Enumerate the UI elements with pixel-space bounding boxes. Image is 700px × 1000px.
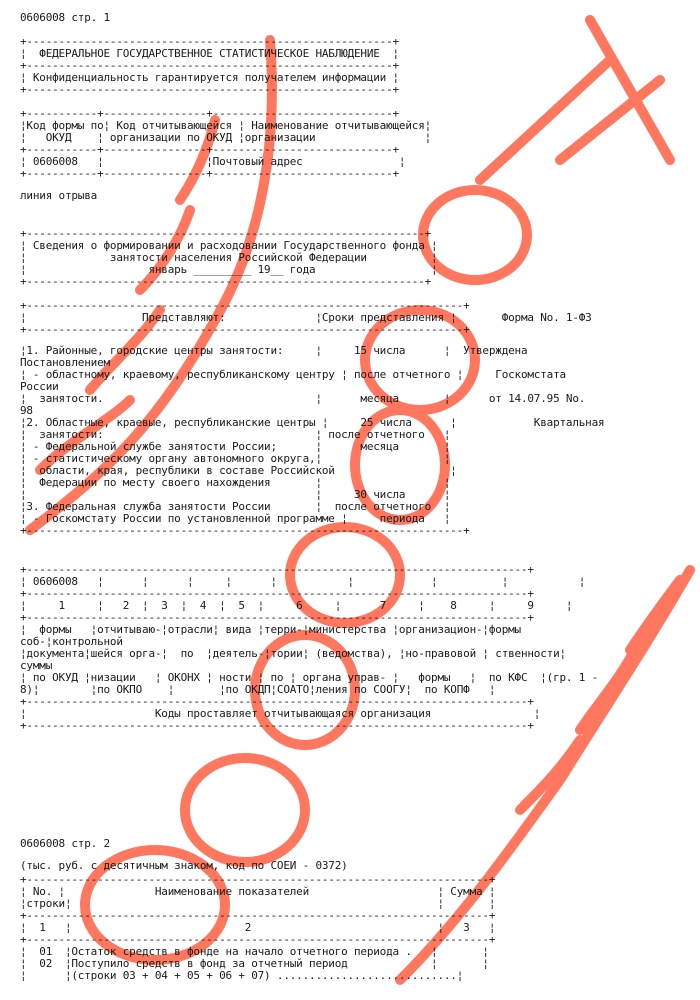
submit-row-line: ¦ занятости. ¦ месяца ¦ от 14.07.95 No. [20, 392, 586, 405]
submit-header-line: +--------------------------------------------------------------------+ [20, 299, 470, 312]
submit-row-line: ¦1. Районные, городские центры занятости: ¦ 15 числа ¦ Утверждена [20, 344, 528, 357]
code-table-line: 8)¦ ¦по ОКПО ¦ ¦по ОКДП¦СОАТО¦ления по СООГУ¦ по КОПФ ¦ [20, 683, 496, 696]
code-table-line: ¦ формы ¦отчитываю-¦отрасли¦ вида ¦терри-¦министерства ¦организацион-¦формы [20, 623, 521, 636]
submit-row-line: ¦ ¦ 30 числа ¦ [20, 488, 451, 501]
code-table-line: +------------------------------------------------------------------------------+ [20, 695, 534, 708]
code-table-line: суммы [20, 659, 53, 672]
code-table-line: ¦ 1 ¦ 2 ¦ 3 ¦ 4 ¦ 5 ¦ 6 ¦ 7 ¦ 8 ¦ 9 ¦ [20, 599, 573, 612]
codes-header-line: ¦ 0606008 ¦ ¦Почтовый адрес ¦ [20, 155, 406, 168]
confidential-box-line: +---------------------------------------------------------+ [20, 59, 399, 72]
title-box-line: +--------------------------------------------------------------+ [20, 227, 432, 240]
page2-table-line: ¦ 1 ¦ 2 ¦ 3 ¦ [20, 921, 496, 934]
submit-row-line: ¦ - Федеральной службе занятости России; ¦ месяца ¦ [20, 440, 451, 453]
submit-row-line: Постановлением [20, 356, 110, 369]
code-table-line: ¦ Коды проставляет отчитывающаяся организация ¦ [20, 707, 541, 720]
code-table-line: ¦ по ОКУД ¦низации ¦ ОКОНХ ¦ ности ¦ по ¦ органа управ- ¦ формы ¦ по КФС ¦(гр. 1 - [20, 671, 599, 684]
codes-header-line: +-----------+----------------+----------------------------+ [20, 143, 399, 156]
submit-header-line: +--------------------------------------------------------------------+ [20, 323, 470, 336]
code-table-line: ¦документа¦шейся орга-¦ по ¦деятель-¦тории¦ (ведомства), ¦но-правовой ¦ ственности¦ [20, 647, 566, 660]
page2-header: 0606008 стр. 2 [20, 837, 110, 850]
code-table-line: ¦ 0606008 ¦ ¦ ¦ ¦ ¦ ¦ ¦ ¦ ¦ [20, 575, 586, 588]
confidential-box-line: +---------------------------------------------------------+ [20, 35, 399, 48]
code-table-line: +------------------------------------------------------------------------------+ [20, 563, 534, 576]
page-header: 0606008 стр. 1 [20, 11, 110, 24]
page2-table-line: +------------------------------------------------------------------------+ [20, 909, 496, 922]
title-box-line: ¦ январь _________ 19__ года ¦ [20, 263, 438, 276]
codes-header-line: ¦Код формы по¦ Код отчитывающейся ¦ Наименование отчитывающейся¦ [20, 119, 432, 132]
submit-row-line: ¦ - Госкомстату России по установленной программе ¦ периода ¦ [20, 512, 451, 525]
page2-table-line: ¦ No. ¦ Наименование показателей ¦ Сумма ¦ [20, 885, 496, 898]
title-box-line: ¦ занятости населения Российской Федерации ¦ [20, 251, 438, 264]
page2-table-line: ¦ 01 ¦Остаток средств в фонде на начало отчетного периода . ¦ ¦ [20, 945, 489, 958]
confidential-box-line: ¦ ФЕДЕРАЛЬНОЕ ГОСУДАРСТВЕННОЕ СТАТИСТИЧЕСКОЕ НАБЛЮДЕНИЕ ¦ [20, 47, 399, 60]
submit-header-line: ¦ Представляют: ¦Сроки представления ¦ Форма No. 1-ФЗ [20, 311, 592, 324]
submit-row-line: ¦ Федерации по месту своего нахождения ¦ ¦ [20, 476, 451, 489]
page2-units: (тыс. руб. с десятичным знаком, код по СОЕИ - 0372) [20, 859, 348, 872]
codes-header-line: +-----------+----------------+----------------------------+ [20, 167, 399, 180]
code-table-line: +------------------------------------------------------------------------------+ [20, 611, 534, 624]
page2-table-line: +------------------------------------------------------------------------+ [20, 933, 496, 946]
page2-table-line: +------------------------------------------------------------------------+ [20, 873, 496, 886]
code-table-line: +------------------------------------------------------------------------------+ [20, 719, 534, 732]
page2-table-line: ¦ 02 ¦Поступило средств в фонд за отчетный период ¦ ¦ [20, 957, 489, 970]
submit-row-line: России [20, 380, 59, 393]
submit-row-line: ¦ - областному, краевому, республиканскому центру ¦ после отчетного ¦ Госкомстата [20, 368, 566, 381]
submit-row-line: ¦2. Областные, краевые, республиканские центры ¦ 25 числа ¦ Квартальная [20, 416, 605, 429]
submit-row-line: ¦3. Федеральная служба занятости России ¦ после отчетного ¦ [20, 500, 451, 513]
title-box-line: ¦ Сведения о формировании и расходовании Государственного фонда ¦ [20, 239, 438, 252]
submit-row-line: ¦ области, края, республики в составе Российской ¦ [20, 464, 457, 477]
submit-row-line: ¦ занятости: ¦ после отчетного ¦ [20, 428, 451, 441]
code-table-line: +------------------------------------------------------------------------------+ [20, 587, 534, 600]
codes-header-line: +-----------+----------------+----------------------------+ [20, 107, 399, 120]
codes-header-line: ¦ ОКУД ¦ организации по ОКУД ¦организации ¦ [20, 131, 432, 144]
page2-table-line: ¦ ¦(строки 03 + 04 + 05 + 06 + 07) ............................¦ [20, 969, 464, 982]
submit-row-line: ¦ - статистическому органу автономного округа,¦ ¦ [20, 452, 451, 465]
code-table-line: соб-¦контрольной [20, 635, 123, 648]
confidential-box-line: +---------------------------------------------------------+ [20, 83, 399, 96]
tear-line-label: линия отрыва [20, 189, 98, 202]
page2-table-line: ¦строки¦ ¦ ¦ [20, 897, 496, 910]
submit-row-line: +--------------------------------------------------------------------+ [20, 524, 470, 537]
submit-row-line: 98 [20, 404, 33, 417]
confidential-box-line: ¦ Конфиденциальность гарантируется получателем информации ¦ [20, 71, 399, 84]
title-box-line: +--------------------------------------------------------------+ [20, 275, 432, 288]
